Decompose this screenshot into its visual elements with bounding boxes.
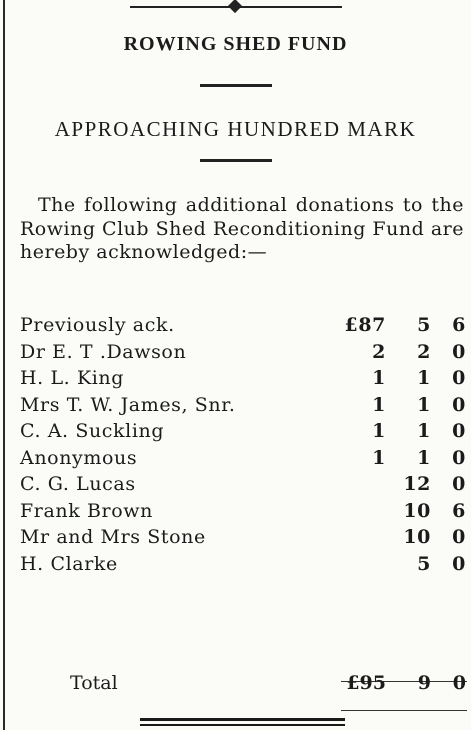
amount-shillings: 1 [417, 446, 431, 469]
donor-name: C. A. Suckling [20, 420, 165, 442]
donation-row [20, 447, 466, 473]
donation-row [20, 500, 466, 526]
amount-shillings: 1 [417, 420, 431, 442]
donation-row [20, 553, 466, 579]
amount-pence: 0 [452, 446, 466, 469]
amount-pence: 0 [452, 526, 466, 548]
amount-pounds: £87 [344, 314, 386, 336]
bottom-rule [140, 718, 345, 721]
amount-shillings: 12 [403, 473, 431, 495]
amount-pence: 0 [452, 367, 466, 389]
donor-name: Mr and Mrs Stone [20, 526, 206, 548]
donor-name: C. G. Lucas [20, 473, 136, 495]
donor-name: Previously ack. [20, 314, 175, 336]
donation-row [20, 367, 466, 393]
amount-pounds: 1 [372, 446, 386, 469]
total-shillings: 9 [417, 672, 431, 694]
amount-pence: 6 [452, 499, 466, 522]
column-border [3, 0, 5, 730]
donor-name: Anonymous [20, 446, 138, 469]
donor-name: Mrs T. W. James, Snr. [20, 393, 236, 416]
subheadline-divider [200, 159, 272, 162]
donation-row [20, 341, 466, 367]
donor-name: Frank Brown [20, 499, 153, 522]
headline-divider [200, 84, 272, 87]
total-pounds: £95 [346, 672, 386, 694]
donor-name: H. Clarke [20, 552, 118, 575]
donation-row [20, 420, 466, 446]
donor-name: H. L. King [20, 367, 125, 389]
bottom-rule-thin [140, 724, 345, 726]
total-label: Total [70, 672, 118, 694]
amount-shillings: 1 [417, 367, 431, 389]
divider-ornament-icon [228, 0, 242, 13]
amount-shillings: 10 [403, 499, 431, 522]
donation-row [20, 394, 466, 420]
amount-pounds: 1 [372, 367, 386, 389]
amount-shillings: 1 [417, 393, 431, 416]
amount-pounds: 1 [372, 393, 386, 416]
subheadline: APPROACHING HUNDRED MARK [54, 117, 417, 141]
amount-shillings: 5 [417, 314, 431, 336]
amount-pence: 6 [452, 314, 466, 336]
amount-pounds: 2 [372, 340, 386, 363]
donation-row [20, 473, 466, 499]
donation-row [20, 526, 466, 552]
donor-name: Dr E. T .Dawson [20, 340, 187, 363]
amount-pence: 0 [452, 420, 466, 442]
total-pence: 0 [452, 672, 466, 694]
amount-shillings: 2 [417, 340, 431, 363]
amount-pence: 0 [452, 393, 466, 416]
amount-pence: 0 [452, 340, 466, 363]
amount-shillings: 10 [403, 526, 431, 548]
amount-pence: 0 [452, 552, 466, 575]
amount-pence: 0 [452, 473, 466, 495]
intro-paragraph: The following additional donations to the Rowing Club Shed Reconditioning Fund are hereby acknowledged:— [20, 194, 464, 263]
donation-row [20, 314, 466, 340]
sum-rule-bottom [341, 710, 467, 711]
headline: ROWING SHED FUND [123, 33, 348, 55]
amount-shillings: 5 [417, 552, 431, 575]
amount-pounds: 1 [372, 420, 386, 442]
